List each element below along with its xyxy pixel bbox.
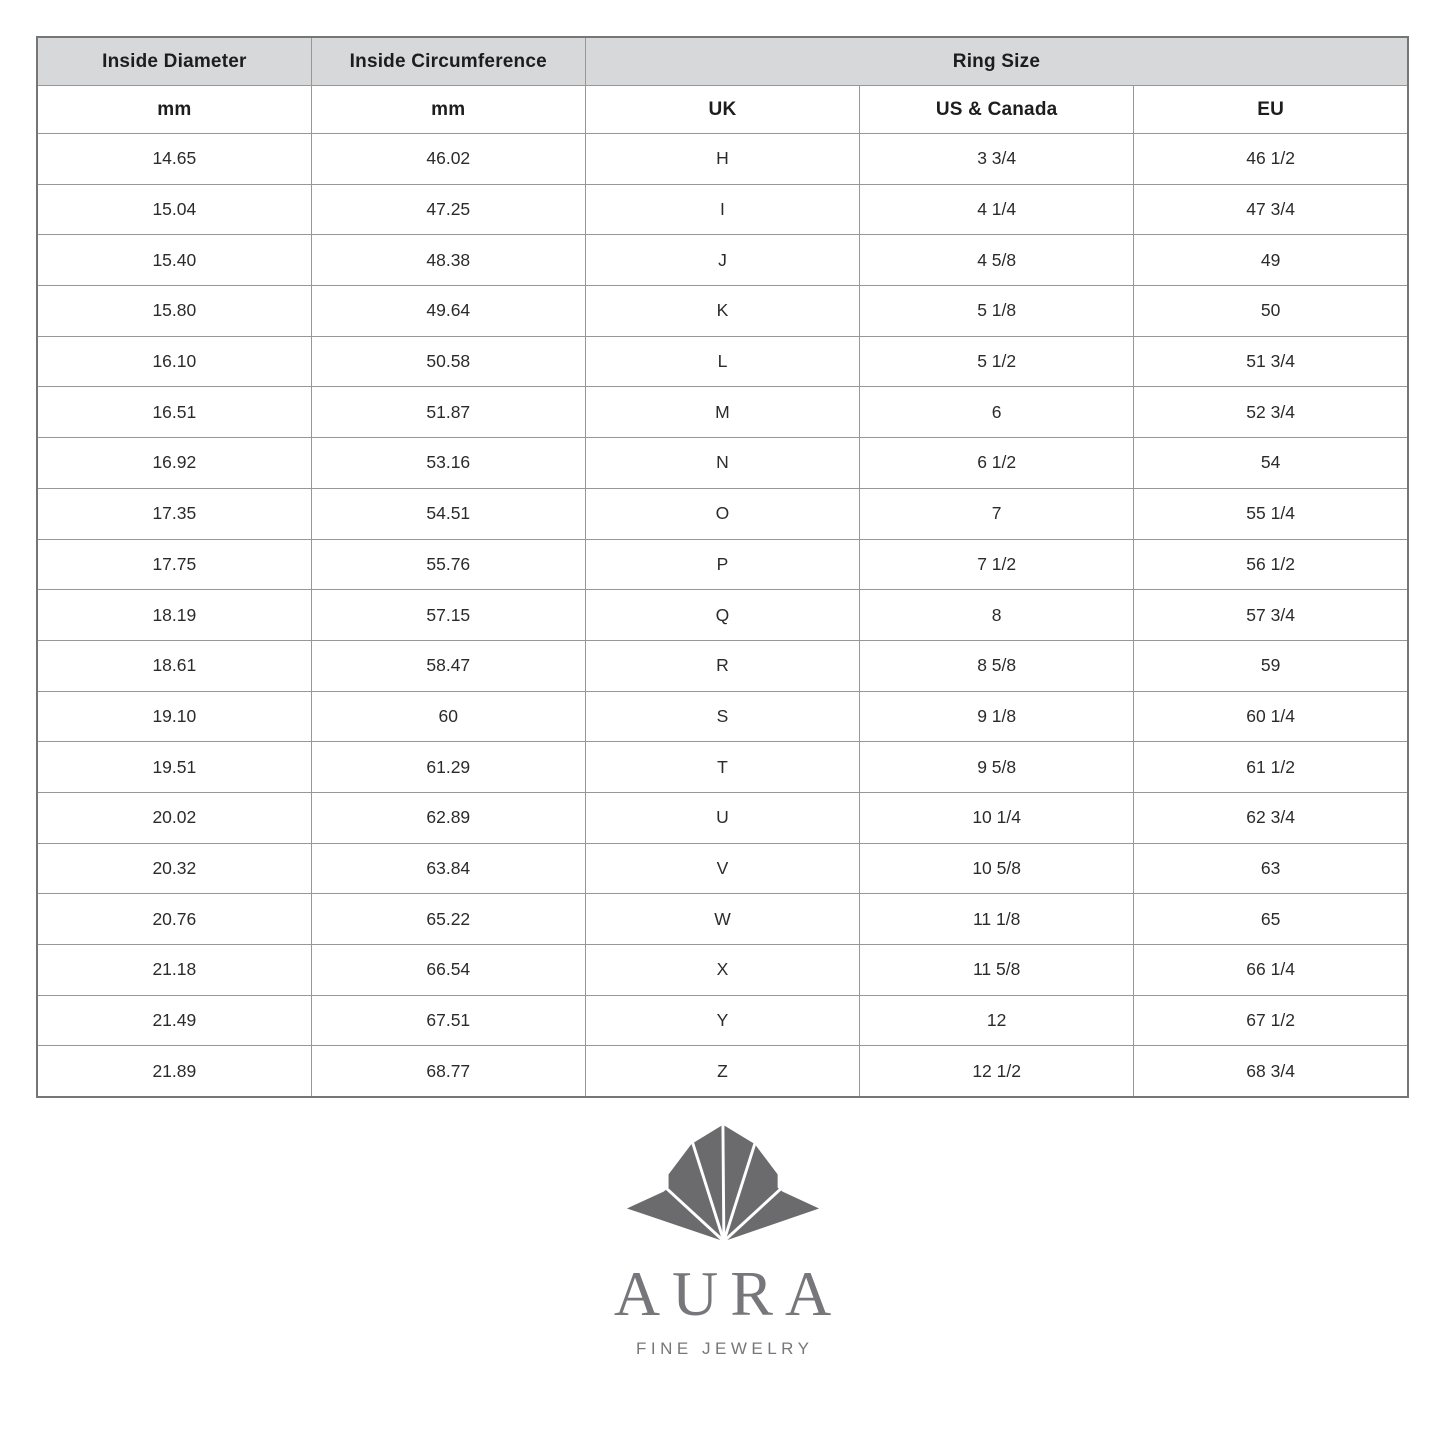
fan-icon <box>625 1124 821 1244</box>
subheader-mm-diameter: mm <box>37 86 311 134</box>
table-cell: 52 3/4 <box>1134 387 1408 438</box>
brand-name: AURA <box>613 1258 844 1329</box>
table-cell: 11 1/8 <box>860 894 1134 945</box>
ring-size-table <box>36 36 1409 1098</box>
table-cell: 18.61 <box>37 640 311 691</box>
table-row <box>37 792 1408 843</box>
table-row <box>37 640 1408 691</box>
table-row <box>37 235 1408 286</box>
table-row <box>37 1046 1408 1097</box>
table-cell: 47 3/4 <box>1134 184 1408 235</box>
table-cell: H <box>585 134 859 185</box>
table-cell: 46 1/2 <box>1134 134 1408 185</box>
table-row <box>37 387 1408 438</box>
table-row <box>37 995 1408 1046</box>
table-cell: 60 1/4 <box>1134 691 1408 742</box>
table-cell: 55 1/4 <box>1134 488 1408 539</box>
subheader-eu: EU <box>1134 86 1408 134</box>
table-cell: 6 <box>860 387 1134 438</box>
table-cell: 21.18 <box>37 945 311 996</box>
table-cell: 61 1/2 <box>1134 742 1408 793</box>
table-cell: 53.16 <box>311 438 585 489</box>
table-cell: T <box>585 742 859 793</box>
table-cell: 59 <box>1134 640 1408 691</box>
table-subheader-row <box>37 86 1408 134</box>
table-cell: P <box>585 539 859 590</box>
header-inside-circumference: Inside Circumference <box>311 37 585 86</box>
table-cell: 11 5/8 <box>860 945 1134 996</box>
table-cell: Y <box>585 995 859 1046</box>
table-cell: 7 <box>860 488 1134 539</box>
table-body <box>37 134 1408 1098</box>
table-cell: U <box>585 792 859 843</box>
table-cell: 55.76 <box>311 539 585 590</box>
table-cell: X <box>585 945 859 996</box>
table-cell: 62 3/4 <box>1134 792 1408 843</box>
table-cell: 17.35 <box>37 488 311 539</box>
table-cell: 20.02 <box>37 792 311 843</box>
table-cell: 7 1/2 <box>860 539 1134 590</box>
table-cell: 50 <box>1134 286 1408 337</box>
table-cell: 10 5/8 <box>860 843 1134 894</box>
table-cell: 49 <box>1134 235 1408 286</box>
table-cell: 17.75 <box>37 539 311 590</box>
header-ring-size: Ring Size <box>585 37 1408 86</box>
table-cell: 57.15 <box>311 590 585 641</box>
table-cell: 49.64 <box>311 286 585 337</box>
table-row <box>37 691 1408 742</box>
table-cell: 65 <box>1134 894 1408 945</box>
table-cell: 48.38 <box>311 235 585 286</box>
table-cell: Z <box>585 1046 859 1097</box>
table-cell: 68 3/4 <box>1134 1046 1408 1097</box>
ring-size-table-container <box>36 36 1409 1098</box>
table-cell: 19.10 <box>37 691 311 742</box>
table-row <box>37 843 1408 894</box>
table-cell: 66.54 <box>311 945 585 996</box>
table-row <box>37 945 1408 996</box>
table-cell: 60 <box>311 691 585 742</box>
table-cell: S <box>585 691 859 742</box>
table-cell: 10 1/4 <box>860 792 1134 843</box>
table-cell: 56 1/2 <box>1134 539 1408 590</box>
table-cell: 68.77 <box>311 1046 585 1097</box>
table-header-row <box>37 37 1408 86</box>
table-cell: 57 3/4 <box>1134 590 1408 641</box>
table-cell: 58.47 <box>311 640 585 691</box>
table-cell: 4 5/8 <box>860 235 1134 286</box>
table-cell: 3 3/4 <box>860 134 1134 185</box>
brand-logo <box>0 1124 1445 1359</box>
table-cell: 63 <box>1134 843 1408 894</box>
table-cell: 16.51 <box>37 387 311 438</box>
subheader-us-canada: US & Canada <box>860 86 1134 134</box>
table-cell: Q <box>585 590 859 641</box>
table-cell: 67 1/2 <box>1134 995 1408 1046</box>
table-cell: N <box>585 438 859 489</box>
table-cell: 67.51 <box>311 995 585 1046</box>
table-row <box>37 894 1408 945</box>
table-cell: 51 3/4 <box>1134 336 1408 387</box>
table-cell: 20.76 <box>37 894 311 945</box>
table-cell: J <box>585 235 859 286</box>
table-cell: 12 1/2 <box>860 1046 1134 1097</box>
table-cell: 15.80 <box>37 286 311 337</box>
table-cell: 8 5/8 <box>860 640 1134 691</box>
subheader-uk: UK <box>585 86 859 134</box>
header-inside-diameter: Inside Diameter <box>37 37 311 86</box>
table-row <box>37 336 1408 387</box>
table-row <box>37 488 1408 539</box>
table-cell: V <box>585 843 859 894</box>
table-row <box>37 184 1408 235</box>
table-cell: 47.25 <box>311 184 585 235</box>
table-cell: 16.92 <box>37 438 311 489</box>
table-row <box>37 286 1408 337</box>
table-cell: 63.84 <box>311 843 585 894</box>
table-cell: 65.22 <box>311 894 585 945</box>
table-cell: 46.02 <box>311 134 585 185</box>
table-cell: 9 1/8 <box>860 691 1134 742</box>
table-cell: 54.51 <box>311 488 585 539</box>
table-cell: 9 5/8 <box>860 742 1134 793</box>
table-cell: 18.19 <box>37 590 311 641</box>
table-row <box>37 590 1408 641</box>
table-row <box>37 438 1408 489</box>
table-cell: 20.32 <box>37 843 311 894</box>
table-row <box>37 742 1408 793</box>
table-cell: 21.89 <box>37 1046 311 1097</box>
table-cell: 51.87 <box>311 387 585 438</box>
table-cell: L <box>585 336 859 387</box>
table-cell: 5 1/2 <box>860 336 1134 387</box>
table-cell: 19.51 <box>37 742 311 793</box>
table-cell: 5 1/8 <box>860 286 1134 337</box>
brand-tagline: FINE JEWELRY <box>636 1339 814 1358</box>
table-cell: 12 <box>860 995 1134 1046</box>
table-row <box>37 539 1408 590</box>
table-cell: 15.04 <box>37 184 311 235</box>
subheader-mm-circumference: mm <box>311 86 585 134</box>
table-cell: K <box>585 286 859 337</box>
table-cell: 61.29 <box>311 742 585 793</box>
table-cell: O <box>585 488 859 539</box>
table-cell: 16.10 <box>37 336 311 387</box>
table-cell: 66 1/4 <box>1134 945 1408 996</box>
table-cell: I <box>585 184 859 235</box>
table-cell: 14.65 <box>37 134 311 185</box>
table-cell: 54 <box>1134 438 1408 489</box>
table-cell: 62.89 <box>311 792 585 843</box>
table-cell: 15.40 <box>37 235 311 286</box>
table-cell: 21.49 <box>37 995 311 1046</box>
table-cell: M <box>585 387 859 438</box>
table-cell: W <box>585 894 859 945</box>
table-cell: 4 1/4 <box>860 184 1134 235</box>
table-row <box>37 134 1408 185</box>
table-cell: 6 1/2 <box>860 438 1134 489</box>
table-cell: 50.58 <box>311 336 585 387</box>
table-cell: 8 <box>860 590 1134 641</box>
table-cell: R <box>585 640 859 691</box>
